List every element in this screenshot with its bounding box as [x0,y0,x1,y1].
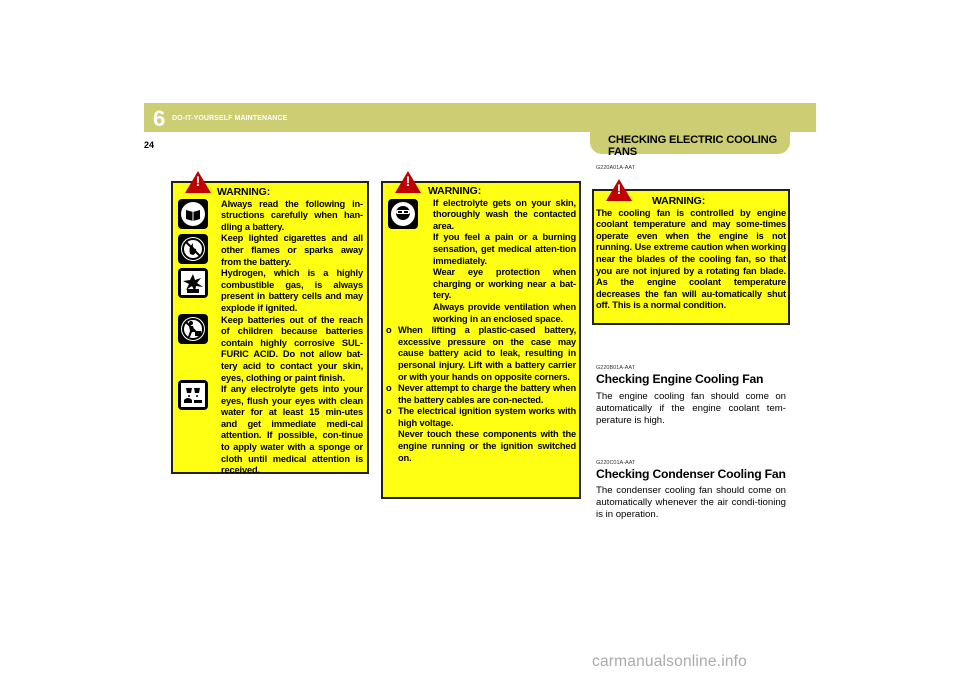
corrosive-acid-icon [178,380,208,410]
exclamation-mark: ! [616,181,622,197]
warning-paragraph: The cooling fan is controlled by engine coolant temperature and may some-times operate even when the engine is not running. Use extreme caution when working near the blades of the cooling fan, so that you are not injured by a rotating fan blade. As the engine coolant temperature decreases the fan will au-tomatically shut off. This is a normal condition. [596,207,786,311]
read-manual-icon [178,199,208,229]
section-code: G220A01A-AAT [596,165,636,171]
bullet-item: o The electrical ignition system works with high voltage. [386,406,576,428]
condenser-fan-heading: Checking Condenser Cooling Fan [596,467,786,481]
section-code: G220C01A-AAT [596,460,636,466]
engine-fan-text: The engine cooling fan should come on automatically if the engine coolant tem-perature is high. [596,391,786,426]
warning-label: WARNING: [652,195,706,207]
watermark: carmanualsonline.info [592,653,747,670]
explosive-gas-icon [178,268,208,298]
engine-fan-heading: Checking Engine Cooling Fan [596,372,764,386]
warning-line: Keep batteries out of the reach of children because batteries contain highly corrosive SUL-FURIC ACID. Do not allow bat-tery acid to contact your skin, eyes, clothing or paint finish. [221,314,363,383]
electrolyte-warning-text [386,186,576,464]
page-number: 24 [144,140,155,150]
warning-line: If electrolyte gets on your skin, thoroughly wash the contacted area. [433,197,576,231]
exclamation-mark: ! [405,173,411,189]
warning-line: Keep lighted cigarettes and all other flames or sparks away from the battery. [221,233,363,267]
battery-warning-text [215,187,363,477]
warning-line: If you feel a pain or a burning sensation, get medical atten-tion immediately. [433,232,576,266]
warning-label: WARNING: [217,186,271,198]
no-smoking-flame-icon [178,234,208,264]
warning-line: Hydrogen, which is a highly combustible gas, is always present in battery cells and may explode if ignited. [221,268,363,313]
exclamation-mark: ! [195,173,201,189]
bullet-item: o Never attempt to charge the battery when the battery cables are con-nected. [386,383,576,405]
bullet-mark: o [386,325,392,336]
warning-line: Always provide ventilation when working in an enclosed space. [433,301,576,324]
warning-line: Always read the following in-structions carefully when han-dling a battery. [221,198,363,232]
warning-label: WARNING: [428,185,482,197]
chapter-title: DO-IT-YOURSELF MAINTENANCE [172,115,288,122]
section-code: G220B01A-AAT [596,365,636,371]
chapter-number: 6 [153,106,166,131]
cooling-fan-warning-text [596,196,786,312]
bullet-mark: o [386,383,392,394]
bullet-continuation: Never touch these components with the engine running or the ignition switched on. [398,429,576,463]
condenser-fan-text: The condenser cooling fan should come on automatically whenever the air condi-tioning is in operation. [596,485,786,520]
section-title: CHECKING ELECTRIC COOLING FANS [608,134,778,158]
bullet-mark: o [386,406,392,417]
keep-away-children-icon [178,314,208,344]
warning-line: Wear eye protection when charging or working near a bat-tery. [433,267,576,301]
warning-line: If any electrolyte gets into your eyes, flush your eyes with clean water for at least 15 min-utes and get immediate medi-cal attention. If possible, con-tinue to apply water with a sponge or cloth until medical attention is received. [221,384,363,476]
bullet-item: o When lifting a plastic-cased battery, excessive pressure on the case may cause battery acid to leak, resulting in personal injury. Lift with a battery carrier or with your hands on opposite corners. [386,325,576,382]
